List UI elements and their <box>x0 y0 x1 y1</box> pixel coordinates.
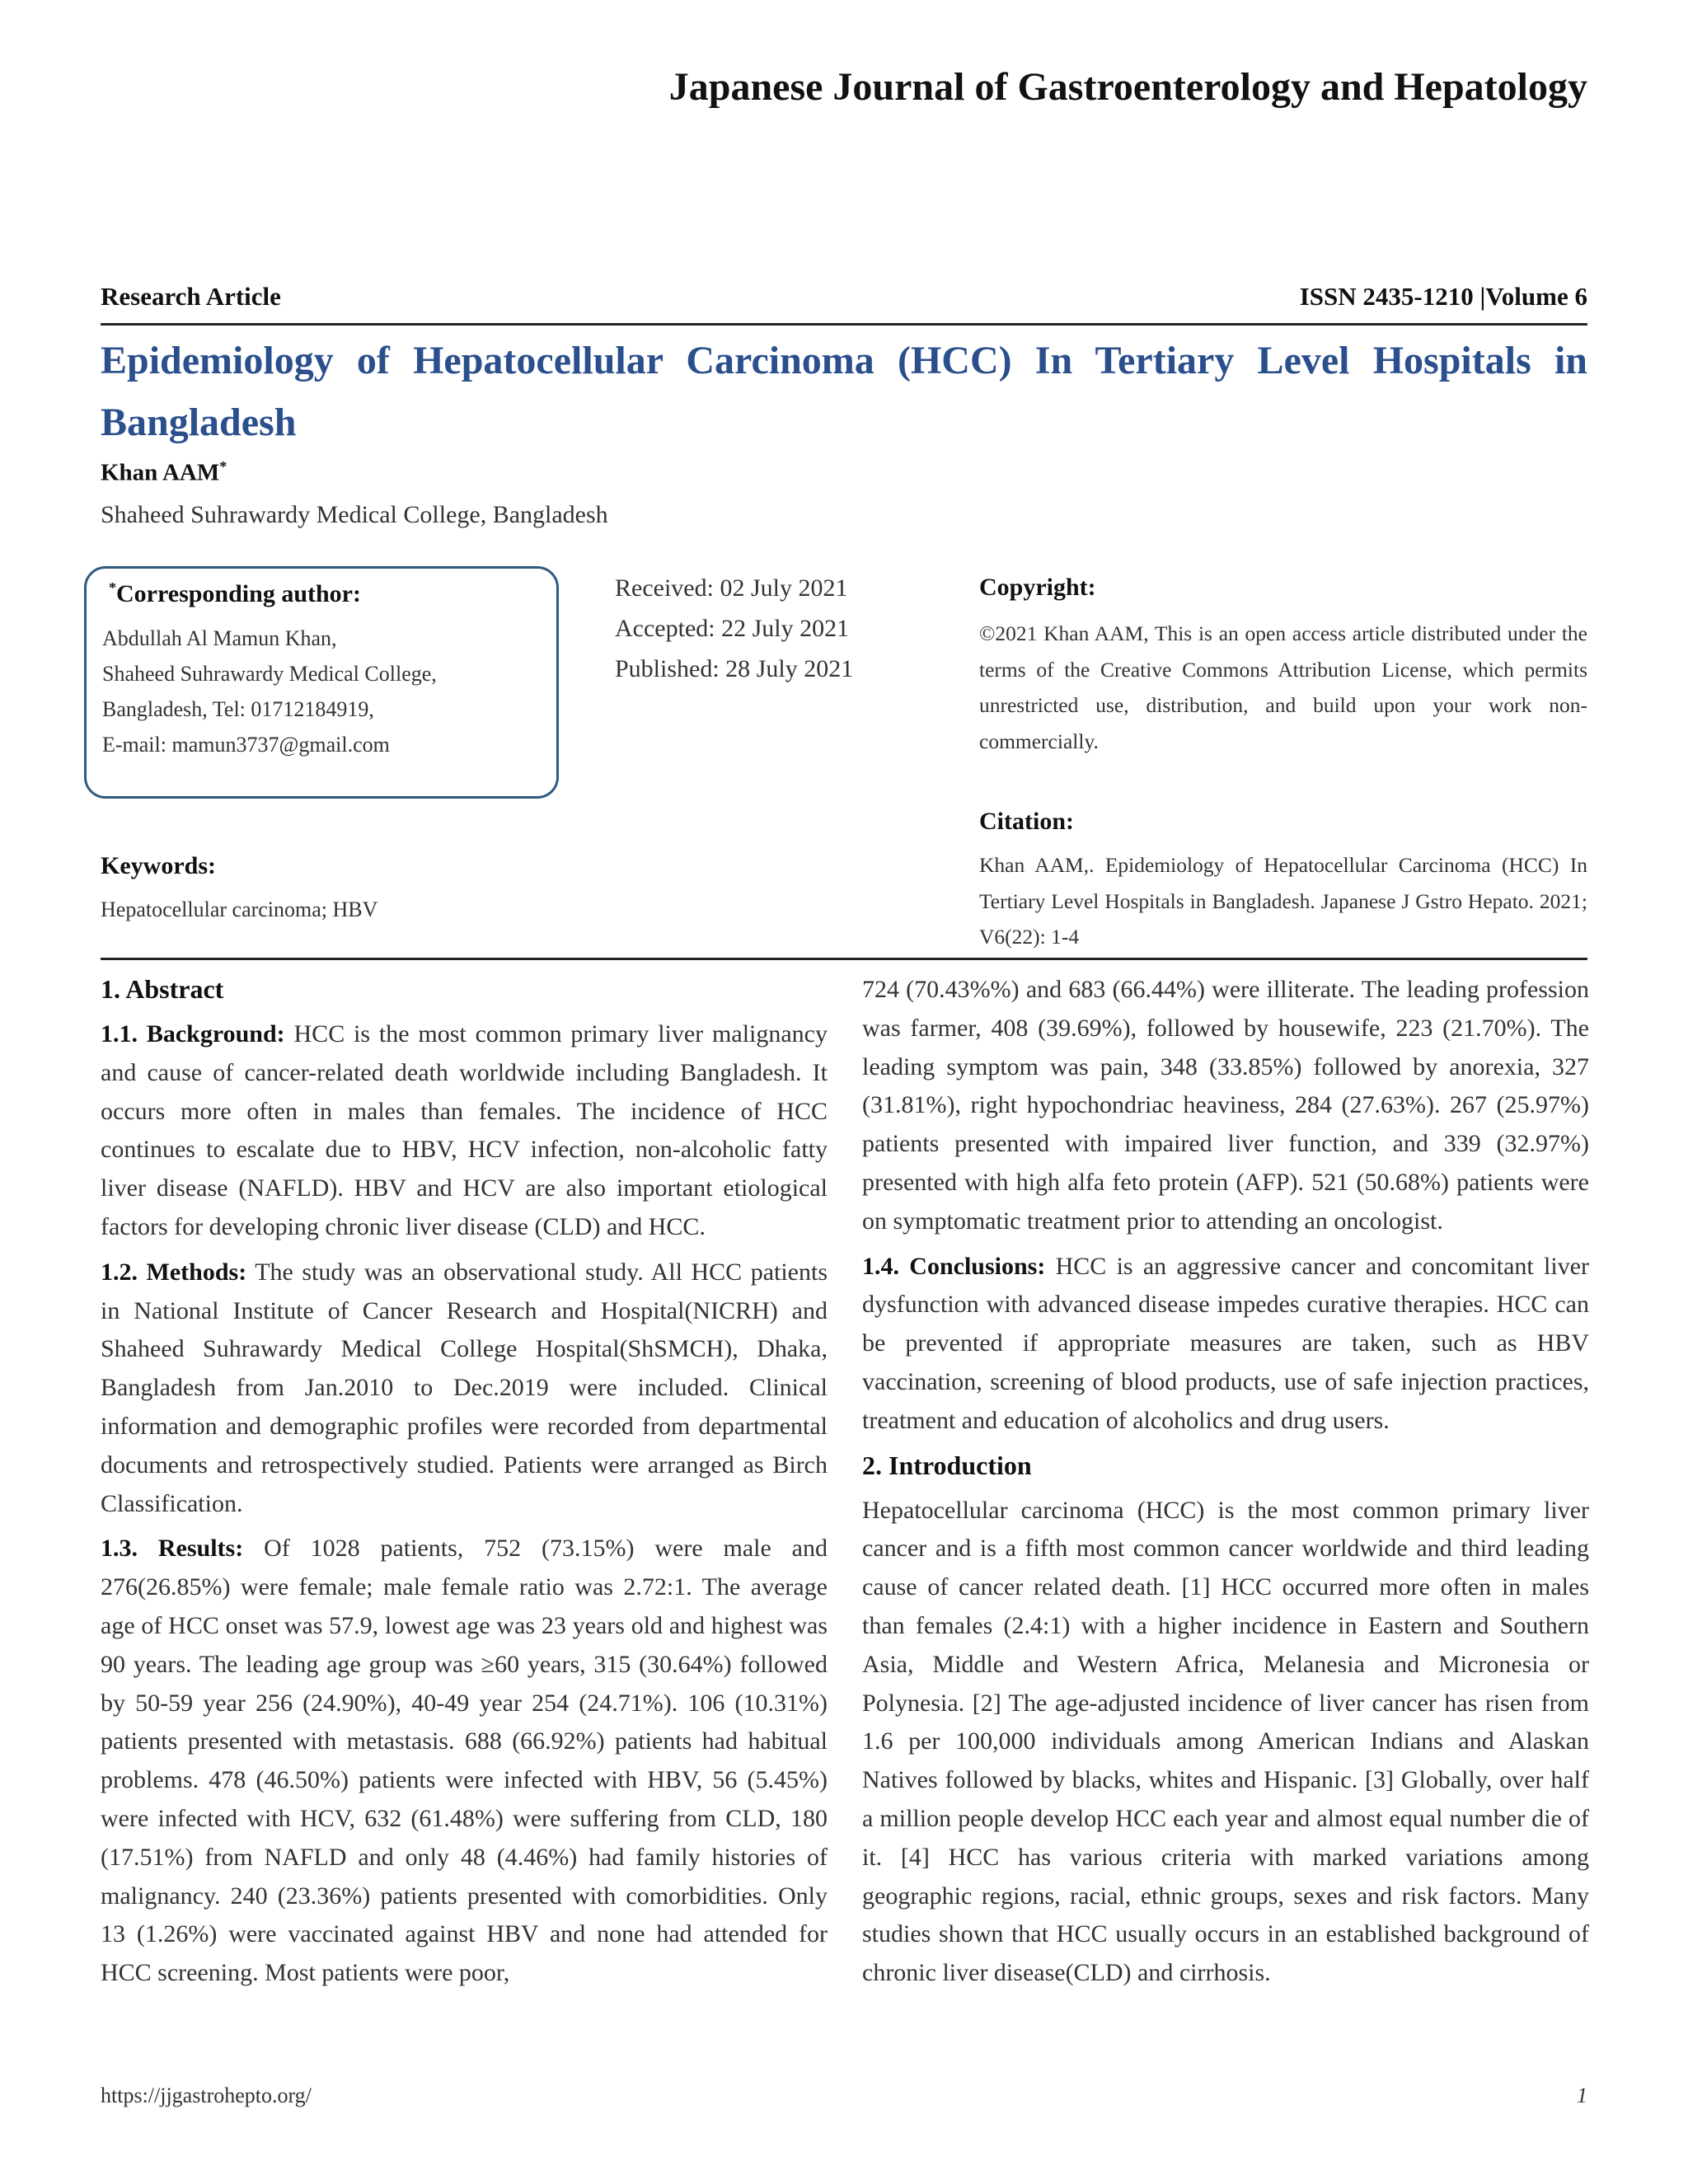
citation-text: Khan AAM,. Epidemiology of Hepatocellular Carcinoma (HCC) In Tertiary Level Hospitals in Bangladesh. Japanese J Gstro Hepato. 2021; V6(22): 1-4 <box>979 853 1587 949</box>
article-title: Epidemiology of Hepatocellular Carcinoma (HCC) In Tertiary Level Hospitals in Bangladesh <box>101 339 1587 444</box>
corresponding-institution: Shaheed Suhrawardy Medical College, <box>102 662 437 686</box>
copyright-text: ©2021 Khan AAM, This is an open access article distributed under the terms of the Creative Commons Attribution License, which permits unrestricted use, distribution, and build upon your work non-commercially. <box>979 621 1587 753</box>
methods-label: 1.2. Methods: <box>101 1258 247 1286</box>
author-affiliation: Shaheed Suhrawardy Medical College, Bangladesh <box>101 501 608 528</box>
methods-text: The study was an observational study. All HCC patients in National Institute of Cancer Research and Hospital(NICRH) and Shaheed Suhrawardy Medical College Hospital(ShSMCH), Dhaka, Bangladesh from Jan.2010 to Dec.2019 were included. Clinical information and demographic profiles were recorded from departmental documents and retrospectively studied. Patients were arranged as Birch Classification. <box>101 1258 828 1517</box>
citation-heading: Citation: <box>979 808 1074 835</box>
results-paragraph <box>101 1530 828 1993</box>
footer-url-link[interactable]: https://jjgastrohepto.org/ <box>101 2083 312 2107</box>
journal-title: Japanese Journal of Gastroenterology and Hepatology <box>668 65 1587 109</box>
author-name <box>101 458 227 487</box>
introduction-heading: 2. Introduction <box>862 1450 1032 1480</box>
corresponding-name: Abdullah Al Mamun Khan, <box>102 626 337 650</box>
background-label: 1.1. Background: <box>101 1020 285 1047</box>
conclusions-label: 1.4. Conclusions: <box>862 1252 1046 1280</box>
copyright-heading: Copyright: <box>979 574 1096 601</box>
body-divider <box>101 958 1587 960</box>
page-number: 1 <box>1577 2083 1587 2107</box>
conclusions-text: HCC is an aggressive cancer and concomitant liver dysfunction with advanced disease impedes curative therapies. HCC can be prevented if appropriate measures are taken, such as HBV vaccination, screening of blood products, use of safe injection practices, treatment and education of alcoholics and drug users. <box>862 1252 1589 1434</box>
introduction-paragraph: Hepatocellular carcinoma (HCC) is the most common primary liver cancer and is a fifth most common cancer worldwide and third leading cause of cancer related death. [1] HCC occurred more often in males than females (2.4:1) with a higher incidence in Eastern and Southern Asia, Middle and Western Africa, Melanesia and Micronesia or Polynesia. [2] The age-adjusted incidence of liver cancer has risen from 1.6 per 100,000 individuals among American Indians and Alaskan Natives followed by blacks, whites and Hispanic. [3] Globally, over half a million people develop HCC each year and almost equal number die of it. [4] HCC has various criteria with marked variations among geographic regions, racial, ethnic groups, sexes and risk factors. Many studies shown that HCC usually occurs in an established background of chronic liver disease(CLD) and cirrhosis. <box>862 1496 1589 1987</box>
methods-paragraph <box>101 1254 828 1524</box>
results-continued-paragraph: 724 (70.43%%) and 683 (66.44%) were illiterate. The leading profession was farmer, 408 (39.69%), followed by housewife, 223 (21.70%). The leading symptom was pain, 348 (33.85%) followed by anorexia, 327 (31.81%), right hypochondriac heaviness, 284 (27.63%). 267 (25.97%) patients presented with impaired liver function, and 339 (32.97%) presented with high alfa feto protein (AFP). 521 (50.68%) patients were on symptomatic treatment prior to attending an oncologist. <box>862 976 1589 1235</box>
results-label: 1.3. Results: <box>101 1535 244 1563</box>
background-text: HCC is the most common primary liver malignancy and cause of cancer-related death worldwide including Bangladesh. It occurs more often in males than females. The incidence of HCC continues to escalate due to HBV, HCV infection, non-alcoholic fatty liver disease (NAFLD). HBV and HCV are also important etiological factors for developing chronic liver disease (CLD) and HCC. <box>101 1020 828 1240</box>
article-type: Research Article <box>101 282 281 311</box>
issn-volume: ISSN 2435-1210 |Volume 6 <box>1299 282 1587 311</box>
results-text: Of 1028 patients, 752 (73.15%) were male and 276(26.85%) were female; male female ratio was 2.72:1. The average age of HCC onset was 57.9, lowest age was 23 years old and highest was 90 years. The leading age group was ≥60 years, 315 (30.64%) followed by 50-59 year 256 (24.90%), 40-49 year 254 (24.71%). 106 (10.31%) patients presented with metastasis. 688 (66.92%) patients had habitual problems. 478 (46.50%) patients were infected with HBV, 56 (5.45%) were infected with HCV, 632 (61.48%) were suffering from CLD, 180 (17.51%) from NAFLD and only 48 (4.46%) had family histories of malignancy. 240 (23.36%) patients presented with comorbidities. Only 13 (1.26%) were vaccinated against HBV and none had attended for HCC screening. Most patients were poor, <box>101 1535 828 1987</box>
received-date: Received: 02 July 2021 <box>615 574 848 602</box>
corresponding-phone: Bangladesh, Tel: 01712184919, <box>102 697 374 721</box>
abstract-heading: 1. Abstract <box>101 974 224 1004</box>
corresponding-email: E-mail: mamun3737@gmail.com <box>102 733 390 757</box>
corresponding-heading-text: Corresponding author: <box>116 580 361 607</box>
header-divider <box>101 323 1587 326</box>
author-mark: * <box>219 458 227 475</box>
background-paragraph <box>101 1015 828 1247</box>
conclusions-paragraph <box>862 1248 1589 1441</box>
accepted-date: Accepted: 22 July 2021 <box>615 615 850 642</box>
author-name-text: Khan AAM <box>101 459 220 486</box>
corresponding-mark: * <box>109 579 116 596</box>
keywords-heading: Keywords: <box>101 852 216 879</box>
corresponding-author-heading <box>109 579 361 608</box>
right-column <box>862 971 1589 1999</box>
left-column <box>101 971 828 1999</box>
published-date: Published: 28 July 2021 <box>615 655 854 682</box>
keywords-text: Hepatocellular carcinoma; HBV <box>101 898 378 921</box>
